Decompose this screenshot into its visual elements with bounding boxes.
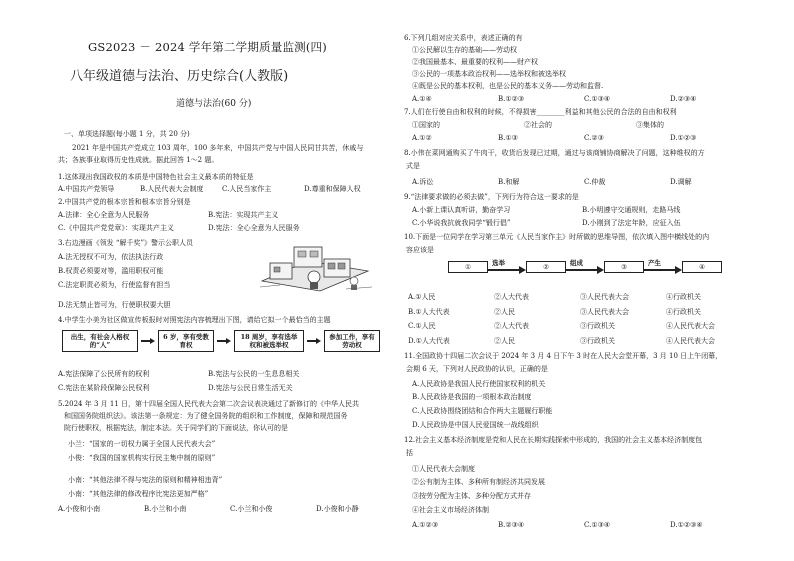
option-c: C.小华说我抗就我同学“锻行倡”: [412, 219, 511, 227]
option-part: B.①人大代表: [408, 308, 450, 316]
arrow-label: 组成: [570, 259, 583, 267]
question-12-options: [412, 521, 756, 530]
question-10-stem: 容应该是: [406, 246, 434, 254]
option-a: A.①②③: [412, 521, 439, 529]
blank-box: ③: [604, 261, 644, 273]
option-d: D.小俊和小静: [316, 505, 359, 513]
option-b: B.②③④: [498, 521, 525, 529]
arrow-right-icon: [488, 260, 526, 274]
question-8-stem: 式是: [406, 162, 420, 170]
option-a: A.中国共产党领导: [58, 185, 115, 193]
item: ①国家的: [412, 121, 440, 129]
flow-box: 6 岁，享有受教育权: [158, 330, 214, 352]
blank-box: ④: [682, 261, 722, 273]
question-6-options: [412, 95, 756, 104]
question-2-options-row2: [58, 224, 358, 233]
intro-line: 2021 年是中国共产党成立 103 周年，100 多年来，中国共产党与中国人民同甘共苦，休戚与: [72, 144, 364, 152]
option-a: A.小新上课认真听讲，勤奋学习: [412, 206, 511, 214]
arrow-label: 选举: [492, 259, 505, 267]
option-part: ③行政机关: [580, 337, 615, 345]
statement-item: ②我国最基本、最重要的权利——财产权: [412, 58, 538, 66]
option-a: A.人民政协是我国人民行使国家权利的机关: [412, 380, 546, 388]
option-c: C.仲裁: [584, 178, 606, 186]
question-9-stem: 9.“法律要求做的必须去做”，下列行为符合这一要求的是: [404, 193, 579, 201]
section-title: 道德与法治(60 分): [176, 99, 252, 109]
question-7-options: [412, 134, 756, 143]
question-5-stem: 和国国务院组织法》。该法第一条规定：为了健全国务院的组织和工作制度，保障和规范国务: [64, 412, 348, 420]
statement-item: ④社会主义市场经济体制: [412, 506, 489, 514]
option-part: ③人民代表大会: [580, 293, 629, 301]
option-a: A.①②: [412, 134, 432, 142]
option-part: ②人民: [494, 308, 515, 316]
option-b: B.①②③: [498, 95, 525, 103]
option-d: D.人民政协是中国人民爱国统一战线组织: [412, 421, 539, 429]
option-b: B.宪法：实现共产主义: [208, 211, 279, 219]
arrow-right-icon: [217, 337, 231, 345]
option-part: D.①人大代表: [408, 337, 450, 345]
option-c: C.人民当家作主: [222, 185, 272, 193]
statement-item: ①人民代表大会制度: [412, 465, 475, 473]
option-a: A.诉讼: [412, 178, 434, 186]
option-c: C.《中国共产党党章》：实现共产主义: [58, 224, 174, 232]
blank-box: ②: [526, 261, 566, 273]
question-4-options-row1: [58, 370, 358, 379]
question-11-stem: 会期 6 天，下列对人民政协的认识，正确的是: [406, 365, 548, 373]
option-b: B.宪法与公民的一生息息相关: [208, 370, 300, 378]
option-d: D.小刚到了法定年龄，应征入伍: [582, 219, 681, 227]
blank-box: ①: [448, 261, 488, 273]
option-part: ②人大代表: [494, 322, 529, 330]
option-b: B.和解: [498, 178, 520, 186]
arrow-right-icon: [307, 337, 321, 345]
option-b: B.小兰和小南: [144, 505, 187, 513]
question-10-option-d: [408, 337, 752, 346]
option-c: C.①③④: [584, 521, 611, 529]
dialogue-line: 小俊：“我国的国家机构实行民主集中制的原则”: [68, 454, 216, 462]
question-9-options-row1: [412, 206, 680, 215]
option-part: ③行政机关: [580, 322, 615, 330]
question-10-stem: 10.下面是一位同学在学习第三单元《人民当家作主》时所做的思维导图，依次填入图中横线处的内: [404, 233, 710, 241]
question-9-options-row2: [412, 219, 681, 228]
option-part: ③人民代表大会: [580, 308, 629, 316]
question-2-options-row1: [58, 211, 358, 220]
option-a: A.小俊和小南: [58, 505, 101, 513]
statement-item: ④既是公民的基本权利，也是公民的基本义务——劳动和监督.: [412, 82, 604, 90]
q4-flowchart: [62, 330, 380, 352]
question-2-stem: 2.中国共产党的根本宗旨和根本宗旨分别是: [58, 198, 191, 206]
option-part: ②人民: [494, 337, 515, 345]
option-part: C.①人民: [408, 322, 436, 330]
option-a: A.宪法保障了公民所有的权利: [58, 370, 150, 378]
option-a: A.法律：全心全意为人民服务: [58, 211, 150, 219]
question-6-stem: 6.下列几组对应关系中，表述正确的有: [404, 34, 523, 42]
option-c: C.人民政协围绕团结和合作两大主题履行职能: [412, 407, 553, 415]
question-1-options: [58, 185, 386, 194]
flow-box: 出生，有社会人格权的“人”: [62, 330, 138, 352]
flow-box: 参加工作，享有劳动权: [324, 330, 380, 352]
option-b: B.小明遵守交通规则，走路马线: [582, 206, 681, 214]
option-part: ④行政机关: [666, 293, 701, 301]
option-part: A.①人民: [408, 293, 436, 301]
question-10-option-b: [408, 308, 752, 317]
question-1-stem: 1.这体现出我国政权的本质是中国特色社会主义最本质的特征是: [58, 173, 254, 181]
option-d: D.尊重和保障人权: [304, 185, 361, 193]
part1-heading: 一、单项选择题(每小题 1 分，共 20 分): [64, 130, 190, 138]
dialogue-line: 小南：“其他法律的修改程序比宪法更加严格”: [68, 490, 209, 498]
arrow-label: 产生: [648, 259, 661, 267]
question-4-options-row2: [58, 384, 358, 393]
option-part: ④人民代表大会: [666, 337, 715, 345]
intro-line: 共；各族事业取得历史性成就。据此回答 1～2 题。: [58, 156, 219, 164]
question-10-option-c: [408, 322, 752, 331]
question-11-stem: 11.全国政协十四届二次会议于 2024 年 3 月 4 日下午 3 时在人民大会堂开幕，3 月 10 日上午闭幕，: [404, 352, 723, 360]
question-3-stem: 3.右边漫画《领发 “解千奖”》警示公职人员: [58, 239, 194, 247]
option-b: B.人民代表大会制度: [140, 185, 204, 193]
subject-title: 八年级道德与法治、历史综合(人教版): [70, 69, 289, 84]
option-d: D.法无禁止皆可为，行使职权要大胆: [58, 301, 171, 309]
option-part: ②人大代表: [494, 293, 529, 301]
statement-item: ①公民解以生存的基础——劳动权: [412, 46, 517, 54]
question-12-stem: 括: [406, 449, 413, 457]
dialogue-line: 小兰：“国家的一切权力属于全国人民代表大会”: [68, 440, 216, 448]
option-c: C.宪法在某阶段保障公民权利: [58, 384, 150, 392]
option-d: D.①②③: [670, 134, 697, 142]
question-7-items: [412, 121, 664, 130]
option-part: ④人民代表大会: [666, 322, 715, 330]
question-5-options: [58, 505, 402, 514]
dialogue-line: 小南：“其他法律不得与宪法的原则和精神相违背”: [68, 476, 223, 484]
exam-title: GS2023 － 2024 学年第二学期质量监测(四): [88, 40, 327, 54]
option-b: B.人民政协是我国的一项根本政治制度: [412, 393, 532, 401]
question-12-stem: 12.社会主义基本经济制度是党和人民在长期实践探索中形成的，我国的社会主义基本经济制度包: [404, 436, 703, 444]
question-8-stem: 8.小伟在菜网通购买了牛肉干，收货后发现已过期，通过与该商铺协商解决了问题，这种维权的方: [404, 149, 705, 157]
option-b: B.权责必须要对等，滥用职权可能: [58, 267, 164, 275]
option-d: D.①②③④: [670, 521, 703, 529]
question-5-stem: 5.2024 年 3 月 11 日，第十四届全国人民代表大会第二次会议表决通过了新修订的《中华人民共: [58, 400, 359, 408]
option-c: C.小兰和小俊: [230, 505, 273, 513]
arrow-right-icon: [566, 260, 604, 274]
item: ②社会的: [524, 121, 552, 129]
arrow-right-icon: [141, 337, 155, 345]
item: ③集体的: [636, 121, 664, 129]
option-a: A.①④: [412, 95, 432, 103]
option-c: C.①③④: [584, 95, 611, 103]
statement-item: ③公民的一项基本政治权利——选举权和被选举权: [412, 70, 566, 78]
option-d: D.调解: [670, 178, 692, 186]
question-5-stem: 院行使职权，根据宪法，制定本法。关于同学们的下面说法，你认可的是: [64, 424, 288, 432]
question-10-option-a: [408, 293, 752, 302]
option-part: ④行政机关: [666, 308, 701, 316]
flow-box: 18 周岁，享有选举权和被选举权: [234, 330, 304, 352]
option-a: A.法无授权不可为，依法执法行政: [58, 253, 164, 261]
question-4-stem: 4.中学生小美为社区做宣传板报时对照宪法内容梳理出下图，请给它拟一个最恰当的主题: [58, 316, 331, 324]
option-d: D.宪法：全心全意为人民服务: [208, 224, 300, 232]
option-c: C.法定职责必须为，行使监督有担当: [58, 281, 171, 289]
q10-flowchart: [448, 260, 722, 274]
option-d: D.宪法与公民日常生活无关: [208, 384, 293, 392]
statement-item: ③按劳分配为主体、多种分配方式并存: [412, 492, 531, 500]
option-b: B.①③: [498, 134, 518, 142]
question-7-stem: 7.人们在行使自由和权利的时候，不得损害________利益和其他公民的合法的自由和权利: [404, 108, 677, 116]
statement-item: ②公有制为主体、多种所有制经济共同发展: [412, 478, 545, 486]
question-8-options: [412, 178, 756, 187]
option-c: C.②③: [584, 134, 604, 142]
arrow-right-icon: [644, 260, 682, 274]
option-d: D.②③④: [670, 95, 697, 103]
cartoon-illustration: [250, 241, 380, 293]
